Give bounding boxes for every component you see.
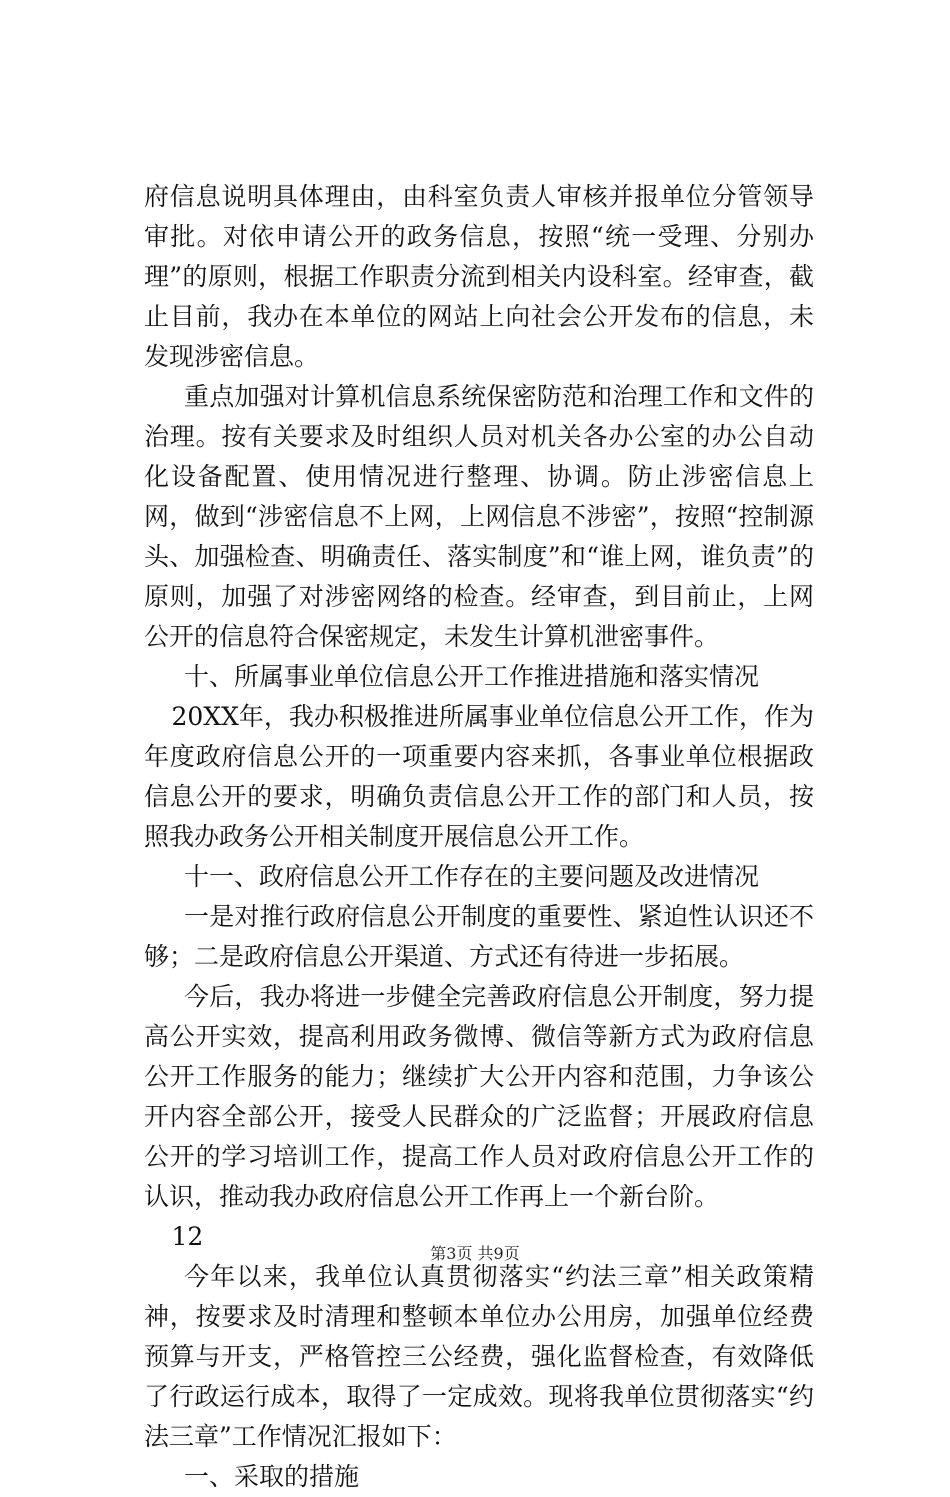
paragraph-3: 20XX年，我办积极推进所属事业单位信息公开工作，作为年度政府信息公开的一项重要内容来抓，各事业单位根据政信息公开的要求，明确负责信息公开工作的部门和人员，按照我办政务公开相关制度开展信息公开工作。 — [144, 702, 814, 851]
paragraph-1: 府信息说明具体理由，由科室负责人审核并报单位分管领导审批。对依申请公开的政务信息，按照“统一受理、分别办理”的原则，根据工作职责分流到相关内设科室。经审查，截止目前，我办在本单位的网站上向社会公开发布的信息，未发现涉密信息。 — [144, 182, 814, 371]
document-body — [144, 177, 814, 1497]
section-heading-10: 十、所属事业单位信息公开工作推进措施和落实情况 — [184, 662, 760, 691]
paragraph-5: 今后，我办将进一步健全完善政府信息公开制度，努力提高公开实效，提高利用政务微博、微信等新方式为政府信息公开工作服务的能力；继续扩大公开内容和范围，力争该公开内容全部公开，接受人民群众的广泛监督；开展政府信息公开的学习培训工作，提高工作人员对政府信息公开工作的认识，推动我办政府信息公开工作再上一个新台阶。 — [144, 982, 814, 1211]
section-heading-1: 一、采取的措施 — [184, 1462, 360, 1491]
paragraph-2: 重点加强对计算机信息系统保密防范和治理工作和文件的治理。按有关要求及时组织人员对机关各办公室的办公自动化设备配置、使用情况进行整理、协调。防止涉密信息上网，做到“涉密信息不上网，上网信息不涉密”，按照“控制源头、加强检查、明确责任、落实制度”和“谁上网，谁负责”的原则，加强了对涉密网络的检查。经审查，到目前止，上网公开的信息符合保密规定，未发生计算机泄密事件。 — [144, 382, 814, 651]
paragraph-number: 12 — [171, 1222, 204, 1251]
paragraph-6: 今年以来，我单位认真贯彻落实“约法三章”相关政策精神，按要求及时清理和整顿本单位办公用房，加强单位经费预算与开支，严格管控三公经费，强化监督检查，有效降低了行政运行成本，取得了一定成效。现将我单位贯彻落实“约法三章”工作情况汇报如下： — [144, 1262, 814, 1451]
page-footer: 第3页 共9页 — [430, 1244, 520, 1263]
section-heading-11: 十一、政府信息公开工作存在的主要问题及改进情况 — [184, 862, 760, 891]
paragraph-4: 一是对推行政府信息公开制度的重要性、紧迫性认识还不够；二是政府信息公开渠道、方式还有待进一步拓展。 — [144, 902, 814, 971]
